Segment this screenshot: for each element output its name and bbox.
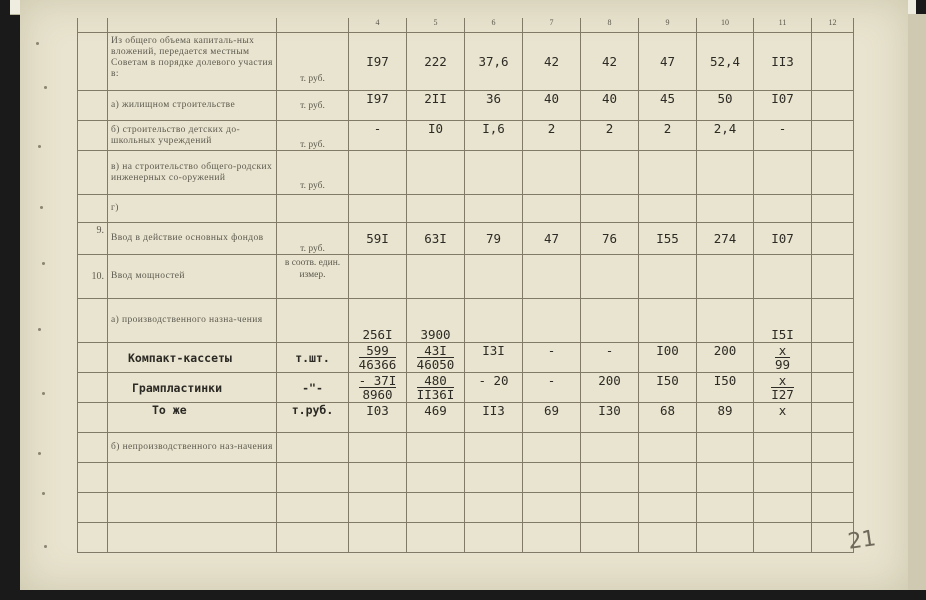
value-cell: I55 xyxy=(639,223,697,255)
value-cell: 76 xyxy=(581,223,639,255)
value-cell: 69 xyxy=(523,403,581,433)
value-top: 43I xyxy=(417,344,455,358)
page-right-edge xyxy=(908,14,926,590)
row-unit: -"- xyxy=(277,373,349,403)
value-bottom: I27 xyxy=(771,386,794,402)
row-description: Грампластинки xyxy=(108,373,277,403)
value-cell: 42 xyxy=(581,33,639,91)
value-cell: I0 xyxy=(407,121,465,151)
row-number xyxy=(78,151,108,195)
value-cell: 50 xyxy=(697,91,754,121)
value-text: 3900 xyxy=(417,327,453,343)
header-cell: 10 xyxy=(697,18,754,33)
value-cell: - xyxy=(349,121,407,151)
value-cell: 68 xyxy=(639,403,697,433)
value-cell: 36 xyxy=(465,91,523,121)
value-cell: 63I xyxy=(407,223,465,255)
value-cell xyxy=(407,373,465,403)
header-cell: 5 xyxy=(407,18,465,33)
header-cell xyxy=(78,18,108,33)
row-description: а) производственного назна-чения xyxy=(108,299,277,343)
value-cell xyxy=(812,91,854,121)
header-cell: 8 xyxy=(581,18,639,33)
value-cell xyxy=(349,343,407,373)
row-number xyxy=(78,403,108,433)
value-top: x xyxy=(771,374,794,388)
value-cell: 200 xyxy=(581,373,639,403)
value-cell xyxy=(407,299,465,343)
header-cell: 12 xyxy=(812,18,854,33)
value-cell: 52,4 xyxy=(697,33,754,91)
value-cell: I03 xyxy=(349,403,407,433)
row-unit: т. руб. xyxy=(277,121,349,151)
row-description: б) строительство детских до-школьных учреждений xyxy=(108,121,277,151)
row-description: То же xyxy=(108,403,277,433)
table-row-same xyxy=(78,403,854,433)
row-description: б) непроизводственного наз-начения xyxy=(108,433,277,463)
value-cell: 2II xyxy=(407,91,465,121)
value-cell: 274 xyxy=(697,223,754,255)
header-cell: 9 xyxy=(639,18,697,33)
value-text: 256I xyxy=(359,327,395,343)
value-cell: I97 xyxy=(349,91,407,121)
value-cell: 200 xyxy=(697,343,754,373)
table-row-nonproduction xyxy=(78,433,854,463)
value-cell: 79 xyxy=(465,223,523,255)
table-row-empty xyxy=(78,493,854,523)
value-cell: 222 xyxy=(407,33,465,91)
row-unit: т.шт. xyxy=(277,343,349,373)
row-unit: т. руб. xyxy=(277,151,349,195)
value-cell: 40 xyxy=(581,91,639,121)
row-unit: т.руб. xyxy=(277,403,349,433)
table-row-empty xyxy=(78,523,854,553)
value-cell: I3I xyxy=(465,343,523,373)
table-row-funds xyxy=(78,223,854,255)
value-cell xyxy=(812,121,854,151)
header-cell: 11 xyxy=(754,18,812,33)
value-cell: 2 xyxy=(639,121,697,151)
row-description: г) xyxy=(108,195,277,223)
value-cell: I,6 xyxy=(465,121,523,151)
table-row-housing xyxy=(78,91,854,121)
value-cell: I07 xyxy=(754,223,812,255)
value-bottom: 46050 xyxy=(416,356,455,372)
value-cell: I30 xyxy=(581,403,639,433)
row-number xyxy=(78,195,108,223)
row-description: Ввод мощностей xyxy=(108,255,277,299)
row-unit: т. руб. xyxy=(277,223,349,255)
value-cell: 2 xyxy=(581,121,639,151)
value-bottom: 8960 xyxy=(362,386,393,402)
value-cell: 40 xyxy=(523,91,581,121)
row-description: Ввод в действие основных фондов xyxy=(108,223,277,255)
row-number xyxy=(78,121,108,151)
value-cell xyxy=(754,299,812,343)
value-cell: 89 xyxy=(697,403,754,433)
value-cell xyxy=(349,299,407,343)
handwritten-page-number: 21 xyxy=(846,526,878,555)
value-cell: 2 xyxy=(523,121,581,151)
value-cell: I00 xyxy=(639,343,697,373)
table-row-cassettes xyxy=(78,343,854,373)
table-row-capacity xyxy=(78,255,854,299)
value-cell: x xyxy=(754,403,812,433)
row-unit: т. руб. xyxy=(277,91,349,121)
value-cell xyxy=(349,373,407,403)
value-cell: I50 xyxy=(697,373,754,403)
value-cell: 45 xyxy=(639,91,697,121)
value-bottom: 46366 xyxy=(358,356,397,372)
value-cell: I97 xyxy=(349,33,407,91)
value-cell: 37,6 xyxy=(465,33,523,91)
value-cell: - xyxy=(523,343,581,373)
header-cell: 7 xyxy=(523,18,581,33)
row-description: Компакт-кассеты xyxy=(108,343,277,373)
header-cell xyxy=(277,18,349,33)
data-table xyxy=(77,18,854,553)
table-row-records xyxy=(78,373,854,403)
value-cell: - xyxy=(523,373,581,403)
value-cell xyxy=(407,343,465,373)
value-cell: - xyxy=(754,121,812,151)
value-top: - 37I xyxy=(358,372,397,388)
value-cell xyxy=(754,343,812,373)
header-cell: 4 xyxy=(349,18,407,33)
value-cell: 47 xyxy=(523,223,581,255)
row-description: а) жилищном строительстве xyxy=(108,91,277,121)
row-description: в) на строительство общего-родских инженерных со-оружений xyxy=(108,151,277,195)
table-row-engineering xyxy=(78,151,854,195)
value-cell: II3 xyxy=(465,403,523,433)
row-unit: т. руб. xyxy=(277,33,349,91)
value-cell: 59I xyxy=(349,223,407,255)
value-top: 599 xyxy=(359,344,397,358)
value-cell: I07 xyxy=(754,91,812,121)
value-text: I5I xyxy=(768,327,797,343)
value-top: x xyxy=(775,344,790,358)
value-cell: 2,4 xyxy=(697,121,754,151)
value-cell: 469 xyxy=(407,403,465,433)
header-cell: 6 xyxy=(465,18,523,33)
value-bottom: 99 xyxy=(774,356,791,372)
value-cell: II3 xyxy=(754,33,812,91)
value-cell xyxy=(754,373,812,403)
row-description: Из общего объема капиталь-ных вложений, передается местным Советам в порядке долевого участия в: xyxy=(108,33,277,91)
row-unit: в соотв. един. измер. xyxy=(277,255,349,299)
value-cell xyxy=(812,403,854,433)
value-cell xyxy=(812,33,854,91)
table-row-capital-share xyxy=(78,33,854,91)
value-bottom: II36I xyxy=(416,386,455,402)
table-row-production xyxy=(78,299,854,343)
table-row-empty xyxy=(78,463,854,493)
value-cell xyxy=(812,223,854,255)
value-cell: - 20 xyxy=(465,373,523,403)
header-row xyxy=(78,18,854,33)
row-number xyxy=(78,91,108,121)
row-number xyxy=(78,343,108,373)
row-number xyxy=(78,299,108,343)
value-cell: 47 xyxy=(639,33,697,91)
value-cell: 42 xyxy=(523,33,581,91)
header-cell xyxy=(108,18,277,33)
row-number: 9. xyxy=(78,223,108,255)
table-row-kindergartens xyxy=(78,121,854,151)
row-number xyxy=(78,373,108,403)
table-row-other xyxy=(78,195,854,223)
value-top: 480 xyxy=(417,374,455,388)
value-cell: - xyxy=(581,343,639,373)
value-cell: I50 xyxy=(639,373,697,403)
row-number xyxy=(78,433,108,463)
row-number xyxy=(78,33,108,91)
row-number: 10. xyxy=(78,255,108,299)
